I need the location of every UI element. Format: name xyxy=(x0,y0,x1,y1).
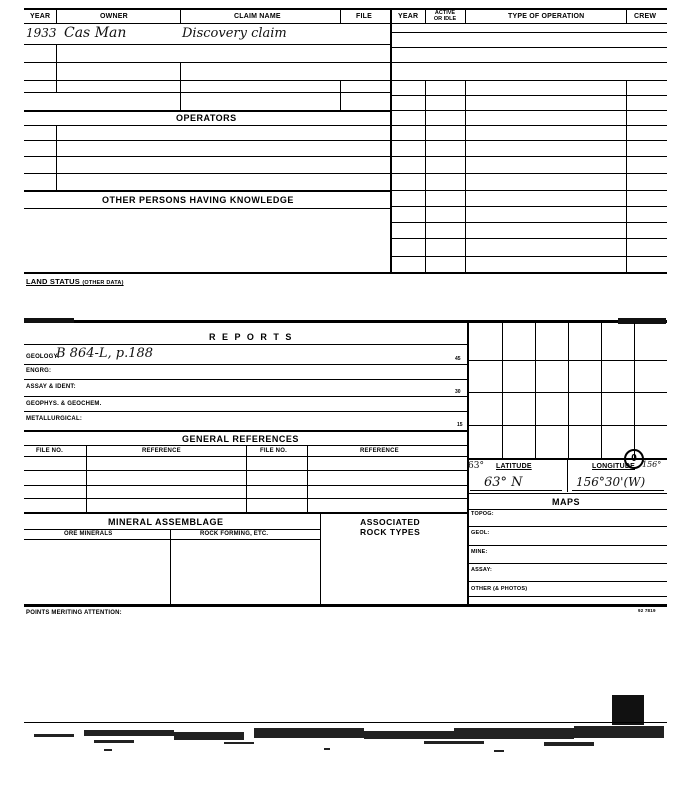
header-type-of-operation: TYPE OF OPERATION xyxy=(508,13,585,20)
form-number: 92 7819 xyxy=(638,608,656,613)
header-year-2: YEAR xyxy=(398,13,419,20)
other-persons-heading: OTHER PERSONS HAVING KNOWLEDGE xyxy=(102,195,294,205)
header-active-or-idle: ACTIVE OR IDLE xyxy=(433,10,457,22)
maps-topog: TOPOG: xyxy=(471,511,494,517)
header-crew: CREW xyxy=(634,13,657,20)
table-top-border xyxy=(24,8,667,10)
entry-owner: Cas Man xyxy=(64,25,127,41)
gr-file-no-2: FILE NO. xyxy=(260,448,287,454)
mineral-assemblage-heading: MINERAL ASSEMBLAGE xyxy=(108,517,224,527)
associated-rock-types-heading: ASSOCIATED ROCK TYPES xyxy=(360,517,421,537)
assay-ident-label: ASSAY & IDENT: xyxy=(26,384,76,390)
reports-bottom-border xyxy=(24,604,667,607)
gr-file-no-1: FILE NO. xyxy=(36,448,63,454)
longitude-label: LONGITUDE xyxy=(592,463,636,470)
latitude-label: LATITUDE xyxy=(496,463,532,470)
header-file: FILE xyxy=(356,13,372,20)
metallurgical-label: METALLURGICAL: xyxy=(26,416,83,422)
header-owner: OWNER xyxy=(100,13,128,20)
scale-15: 15 xyxy=(457,422,463,428)
scale-45: 45 xyxy=(455,356,461,362)
engrg-label: ENGRG: xyxy=(26,368,52,374)
operators-heading: OPERATORS xyxy=(176,113,237,123)
gr-reference-1: REFERENCE xyxy=(142,448,181,454)
circled-mark: 0 xyxy=(624,449,644,469)
reports-top-border xyxy=(24,320,667,323)
entry-year: 1933 xyxy=(26,26,57,40)
points-meriting-attention: POINTS MERITING ATTENTION: xyxy=(26,610,122,616)
geophys-geochem-label: GEOPHYS. & GEOCHEM. xyxy=(26,401,102,407)
header-rule xyxy=(24,23,667,24)
land-status-heading: LAND STATUS (OTHER DATA) xyxy=(26,277,124,286)
maps-assay: ASSAY: xyxy=(471,567,493,573)
scan-noise-band xyxy=(24,722,669,762)
rock-forming-label: ROCK FORMING, ETC. xyxy=(200,531,269,537)
gr-reference-2: REFERENCE xyxy=(360,448,399,454)
geology-label: GEOLOGY: xyxy=(26,354,60,360)
latitude-value: 63° N xyxy=(484,475,523,490)
longitude-value: 156°30'(W) xyxy=(576,475,646,489)
lon-suffix: 156° xyxy=(642,460,662,469)
scale-30: 30 xyxy=(455,389,461,395)
scan-black-block xyxy=(612,695,644,725)
header-claim-name: CLAIM NAME xyxy=(234,13,281,20)
geology-value: B 864-L, p.188 xyxy=(56,346,154,361)
maps-geol: GEOL: xyxy=(471,530,490,536)
general-references-heading: GENERAL REFERENCES xyxy=(182,434,299,444)
maps-other: OTHER (& PHOTOS) xyxy=(471,586,528,592)
entry-claim-name: Discovery claim xyxy=(182,26,287,41)
ore-minerals-label: ORE MINERALS xyxy=(64,531,113,537)
reports-heading: R E P O R T S xyxy=(209,332,294,342)
maps-mine: MINE: xyxy=(471,549,488,555)
header-year: YEAR xyxy=(30,13,51,20)
lat-prefix: 63° xyxy=(468,461,484,471)
maps-heading: MAPS xyxy=(552,497,581,507)
